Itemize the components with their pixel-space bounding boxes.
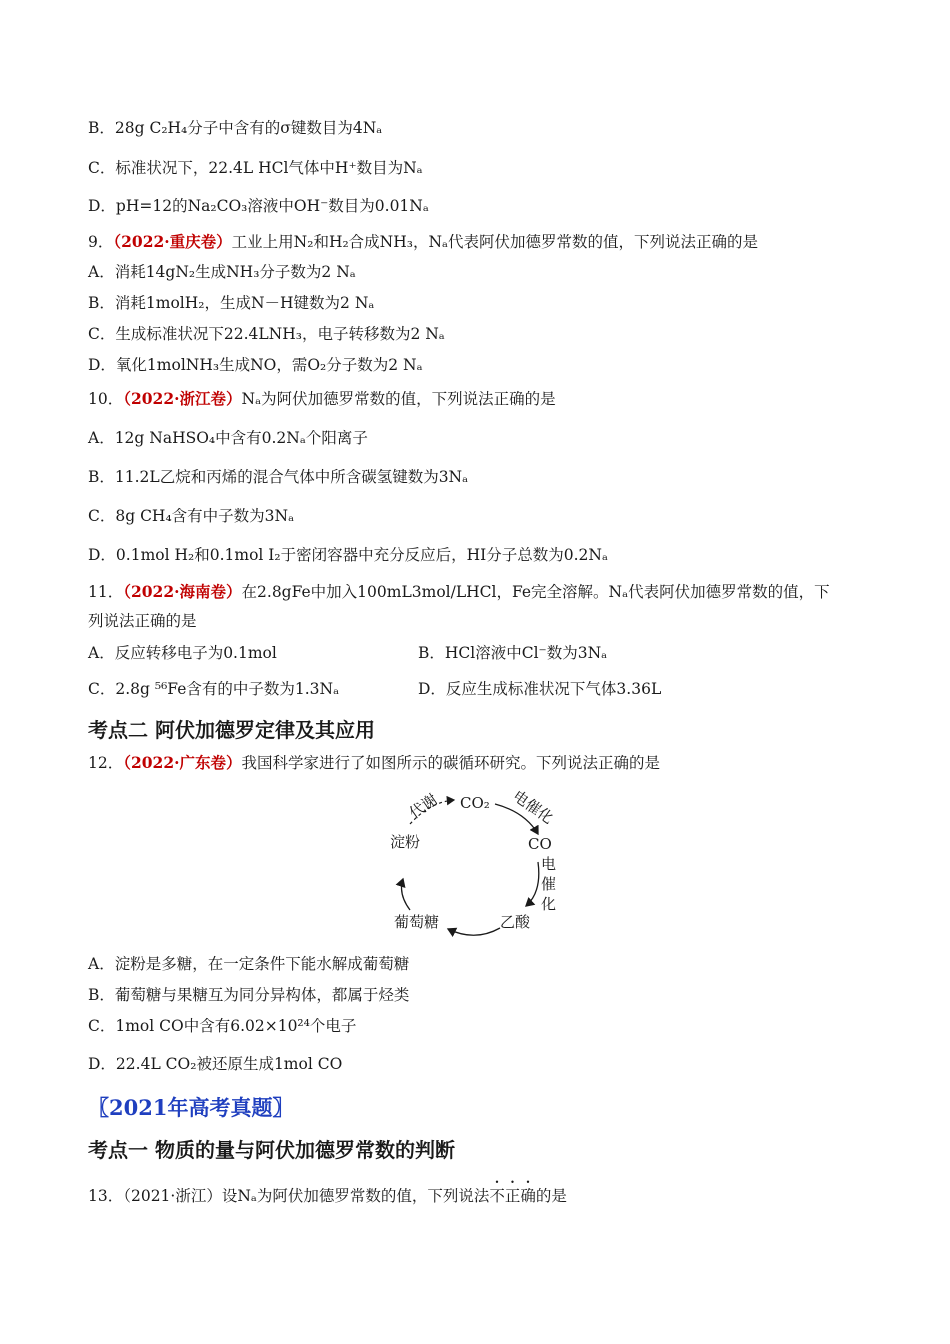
label-starch: 淀粉 [390,833,421,851]
q10-option-c: C．8g CH₄含有中子数为3Nₐ [88,507,295,525]
section-heading-avogadro-law: 考点二 阿伏加德罗定律及其应用 [88,718,375,742]
q11-number: 11． [88,583,124,601]
q13-text: 13．（2021·浙江）设Nₐ为阿伏加德罗常数的值，下列说法 [88,1187,490,1205]
q9-text: 工业上用N₂和H₂合成NH₃，Nₐ代表阿伏加德罗常数的值，下列说法正确的是 [231,233,759,251]
q11-option-d: D．反应生成标准状况下气体3.36L [418,680,662,698]
q13-emphasis: 不正确 [489,1187,536,1205]
q10-text: Nₐ为阿伏加德罗常数的值，下列说法正确的是 [241,390,556,408]
label-electrocatalysis-top: 电催化 [509,786,557,828]
year-heading-2021: 〖2021年高考真题〗 [88,1095,294,1120]
q11-option-a: A．反应转移电子为0.1mol [88,644,277,662]
arrow-acetic-to-glucose [448,928,500,935]
q9-option-b: B．消耗1molH₂，生成N－H键数为2 Nₐ [88,294,375,312]
label-metabolism: 代谢 [405,790,441,823]
label-electro-3: 化 [541,895,557,913]
q10-source: （2022·浙江卷） [123,389,242,408]
q11-stem-continued: 列说法正确的是 [88,612,197,630]
label-glucose: 葡萄糖 [394,913,440,931]
q8-option-d: D．pH=12的Na₂CO₃溶液中OH⁻数目为0.01Nₐ [88,197,429,215]
q9-option-a: A．消耗14gN₂生成NH₃分子数为2 Nₐ [88,263,356,281]
q13-suffix: 的是 [535,1187,567,1205]
q12-number: 12． [88,754,124,772]
q11-option-b: B．HCl溶液中Cl⁻数为3Nₐ [418,644,608,662]
q8-option-b: B．28g C₂H₄分子中含有的σ键数目为4Nₐ [88,119,383,137]
q12-option-a: A．淀粉是多糖，在一定条件下能水解成葡萄糖 [88,955,410,973]
q9-stem [88,232,758,252]
q11-text: 在2.8gFe中加入100mL3mol/LHCl，Fe完全溶解。Nₐ代表阿伏加德罗常数的值，下 [241,583,830,601]
q9-option-d: D．氧化1molNH₃生成NO，需O₂分子数为2 Nₐ [88,356,423,374]
arrow-glucose-to-starch [402,879,410,910]
label-electro-1: 电 [541,855,557,873]
q13-stem [88,1178,567,1206]
q12-source: （2022·广东卷） [123,753,242,772]
q10-option-d: D．0.1mol H₂和0.1mol I₂于密闭容器中充分反应后，HI分子总数为0.2Nₐ [88,546,608,564]
q10-stem [88,389,556,409]
arrow-co-to-acetic [526,862,539,906]
q11-stem [88,582,830,602]
label-co: CO [528,835,552,853]
q9-number: 9． [88,233,114,251]
q12-option-d: D．22.4L CO₂被还原生成1mol CO [88,1055,343,1073]
q12-text: 我国科学家进行了如图所示的碳循环研究。下列说法正确的是 [241,754,661,772]
label-co2: CO₂ [460,794,490,812]
q8-option-c: C．标准状况下，22.4L HCl气体中H⁺数目为Nₐ [88,159,423,177]
q12-option-b: B．葡萄糖与果糖互为同分异构体，都属于烃类 [88,986,410,1004]
q10-option-a: A．12g NaHSO₄中含有0.2Nₐ个阳离子 [88,429,368,447]
q11-option-c: C．2.8g ⁵⁶Fe含有的中子数为1.3Nₐ [88,680,340,698]
q10-number: 10． [88,390,124,408]
label-electro-2: 催 [541,875,557,893]
q12-option-c: C．1mol CO中含有6.02×10²⁴个电子 [88,1017,357,1035]
q11-source: （2022·海南卷） [123,582,242,601]
q9-source: （2022·重庆卷） [113,232,232,251]
q12-stem [88,753,660,773]
carbon-cycle-diagram [370,782,580,942]
section-heading-amount-of-substance: 考点一 物质的量与阿伏加德罗常数的判断 [88,1138,455,1162]
q10-option-b: B．11.2L乙烷和丙烯的混合气体中所含碳氢键数为3Nₐ [88,468,469,486]
label-acetic-acid: 乙酸 [500,913,531,931]
q9-option-c: C．生成标准状况下22.4LNH₃，电子转移数为2 Nₐ [88,325,445,343]
